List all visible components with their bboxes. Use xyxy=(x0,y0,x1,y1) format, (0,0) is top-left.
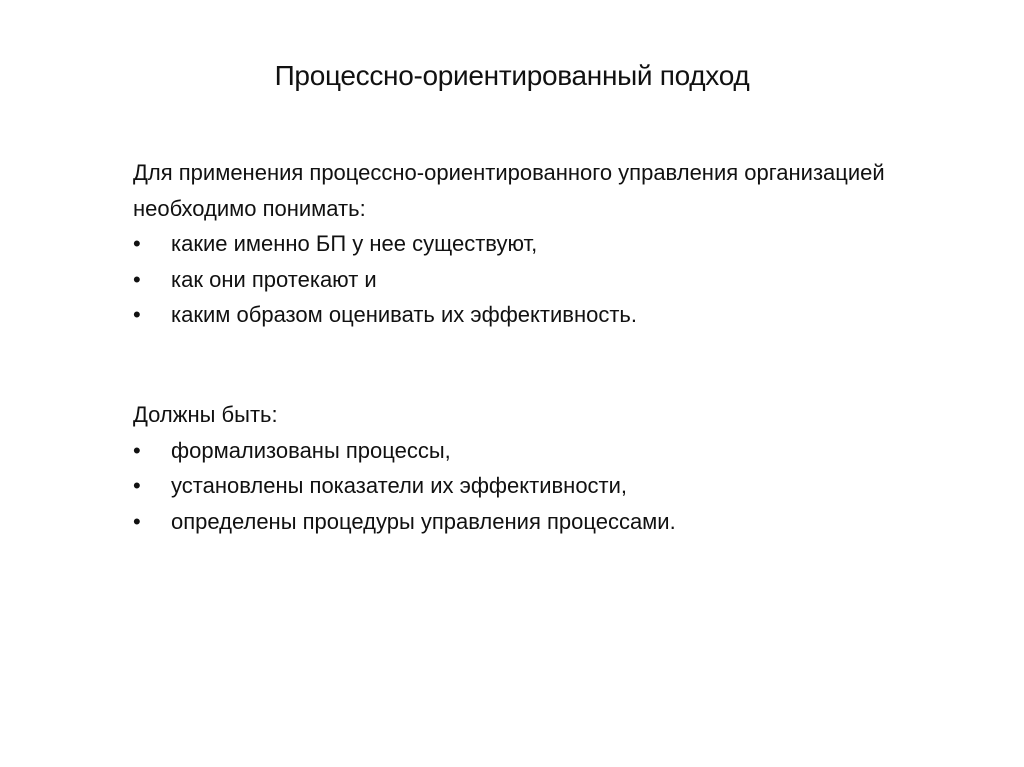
content-block-understanding xyxy=(133,155,893,333)
list-item xyxy=(133,297,893,333)
bullet-icon: • xyxy=(133,266,141,292)
list-item-text: формализованы процессы, xyxy=(171,437,451,463)
list-item-text: установлены показатели их эффективности, xyxy=(171,473,628,498)
slide-title: Процессно-ориентированный подход xyxy=(274,60,750,91)
bullet-icon: • xyxy=(133,231,141,256)
block-intro-text: Должны быть: xyxy=(133,402,278,427)
bullet-icon: • xyxy=(133,302,141,327)
bullet-list xyxy=(133,433,893,540)
bullet-list xyxy=(133,226,893,333)
list-item-text: каким образом оценивать их эффективность. xyxy=(171,302,637,327)
list-item xyxy=(133,262,893,298)
list-item-text: какие именно БП у нее существуют, xyxy=(171,231,538,256)
bullet-icon: • xyxy=(133,437,141,463)
list-item xyxy=(133,226,893,262)
list-item xyxy=(133,468,893,504)
bullet-icon: • xyxy=(133,508,141,534)
bullet-icon: • xyxy=(133,473,141,498)
content-block-requirements xyxy=(133,397,893,539)
list-item xyxy=(133,504,893,540)
list-item-text: как они протекают и xyxy=(171,266,377,292)
block-intro-text: Для применения процессно-ориентированного управления организацией необходимо понимать: xyxy=(133,160,885,221)
list-item-text: определены процедуры управления процессами. xyxy=(171,508,676,534)
list-item xyxy=(133,433,893,469)
